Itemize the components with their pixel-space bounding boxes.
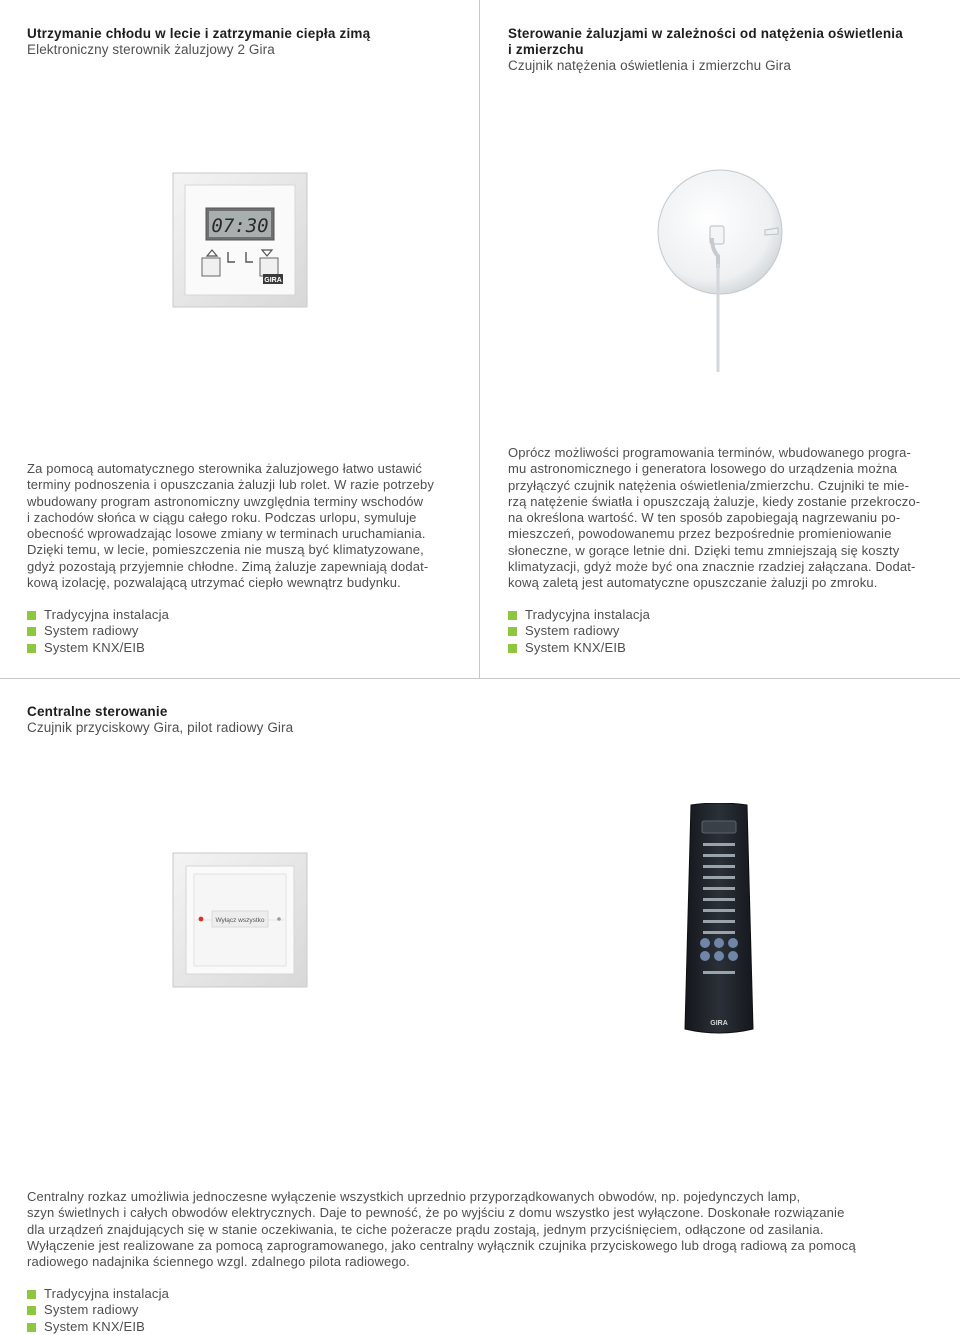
remote-rocker-key: [703, 843, 735, 846]
section3-body: [27, 1189, 947, 1270]
bullet-square-icon: [27, 1323, 36, 1332]
section1-body: [27, 461, 472, 591]
push-button-sensor-photo: [172, 852, 308, 988]
remote-round-key: [728, 938, 738, 948]
body-line: rzą natężenie światła i opuszczają żaluzje, kiedy zostanie przekroczo-: [508, 493, 921, 509]
remote-rocker-key: [703, 865, 735, 868]
body-line: obecność wprowadzając losowe zmiany w terminach uruchamiania.: [27, 526, 426, 542]
section-title: Utrzymanie chłodu w lecie i zatrzymanie ciepła zimą: [27, 26, 371, 41]
remote-rocker-key: [703, 898, 735, 901]
remote-round-key: [700, 938, 710, 948]
list-item: System KNX/EIB: [27, 640, 169, 656]
body-line: Oprócz możliwości programowania terminów, wbudowanego progra-: [508, 445, 911, 460]
section-subtitle: Czujnik natężenia oświetlenia i zmierzchu Gira: [508, 58, 791, 73]
section-light-sensor-header: [508, 26, 948, 74]
remote-rocker-key: [703, 887, 735, 890]
remote-rocker-key: [703, 909, 735, 912]
section-subtitle: Elektroniczny sterownik żaluzjowy 2 Gira: [27, 42, 275, 57]
vertical-divider: [479, 0, 480, 679]
bullet-square-icon: [508, 627, 517, 636]
blind-timer-photo: [172, 172, 308, 308]
body-line: szyn świetlnych i całych obwodów elektrycznych. Daje to pewność, że po wyjściu z domu wszystko jest wyłączone. Doskonałe rozwiązanie: [27, 1205, 845, 1221]
section3-bullets: [27, 1286, 169, 1335]
section-title: Centralne sterowanie: [27, 704, 168, 719]
list-item: System radiowy: [27, 623, 169, 639]
body-line: gdyż pozostają przyjemnie chłodne. Zimą żaluzje zapewniają dodat-: [27, 558, 429, 574]
bullet-square-icon: [27, 1306, 36, 1315]
section-central-control-header: [27, 704, 627, 736]
bullet-square-icon: [508, 644, 517, 653]
list-item: System radiowy: [508, 623, 650, 639]
list-item: Tradycyjna instalacja: [508, 607, 650, 623]
body-line: mieszczeń, powodowanemu przez bezpośrednie promieniowanie: [508, 526, 892, 542]
body-line: Centralny rozkaz umożliwia jednoczesne wyłączenie wszystkich uprzednio przyporządkowanych obwodów, np. pojedynczych lamp,: [27, 1189, 801, 1204]
body-line: Za pomocą automatycznego sterownika żaluzjowego łatwo ustawić: [27, 461, 423, 476]
bullet-square-icon: [27, 611, 36, 620]
remote-rocker-key: [703, 931, 735, 934]
section-blind-timer-header: [27, 26, 467, 58]
remote-rocker-key: [703, 876, 735, 879]
list-item: System KNX/EIB: [508, 640, 650, 656]
remote-rocker-key: [703, 854, 735, 857]
list-item: Tradycyjna instalacja: [27, 607, 169, 623]
timer-display-time: 07:30: [211, 215, 269, 237]
horizontal-divider: [0, 678, 960, 679]
gira-logo: GIRA: [264, 277, 282, 284]
body-line: kową zaletą jest automatyczne opuszczanie żaluzji po zmroku.: [508, 575, 878, 591]
radio-remote-photo: [683, 803, 755, 1035]
switch-label: Wyłącz wszystko: [215, 917, 265, 924]
body-line: słoneczne, w gorące letnie dni. Dzięki temu zmniejszają się koszty: [508, 542, 900, 558]
bullet-square-icon: [27, 644, 36, 653]
remote-round-key: [714, 951, 724, 961]
remote-round-key: [728, 951, 738, 961]
body-line: na określona wartość. W ten sposób zapobiegają nagrzewaniu po-: [508, 510, 901, 526]
list-item: System KNX/EIB: [27, 1319, 169, 1335]
bullet-square-icon: [508, 611, 517, 620]
body-line: dla urządzeń znajdujących się w stanie oczekiwania, te ciche pożeracze prądu zostają, jednym przyciśnięciem, odłączone od zasilania.: [27, 1221, 824, 1237]
body-line: kową izolację, pozwalającą utrzymać ciepło wewnątrz budynku.: [27, 575, 401, 591]
body-line: Dzięki temu, w lecie, pomieszczenia nie muszą być klimatyzowane,: [27, 542, 424, 558]
bullet-square-icon: [27, 1290, 36, 1299]
section-title: Sterowanie żaluzjami w zależności od natężenia oświetlenia i zmierzchu: [508, 26, 903, 57]
remote-rocker-key: [703, 920, 735, 923]
remote-rocker-key: [703, 971, 735, 974]
body-line: wbudowany program astronomiczny uwzględnia terminy wschodów: [27, 493, 424, 509]
body-line: radiowego nadajnika ściennego wzgl. zdalnego pilota radiowego.: [27, 1254, 410, 1270]
list-item: System radiowy: [27, 1302, 169, 1318]
bullet-square-icon: [27, 627, 36, 636]
section1-bullets: [27, 607, 169, 656]
section-subtitle: Czujnik przyciskowy Gira, pilot radiowy Gira: [27, 720, 294, 735]
section2-bullets: [508, 607, 650, 656]
body-line: i zachodów słońca w ciągu całego roku. Podczas urlopu, symuluje: [27, 509, 417, 525]
body-line: klimatyzacji, gdyż może być ona znacznie rzadziej załączana. Dodat-: [508, 559, 916, 575]
list-item: Tradycyjna instalacja: [27, 1286, 169, 1302]
remote-round-key: [700, 951, 710, 961]
body-line: przyłączyć czujnik natężenia oświetlenia/zmierzchu. Czujniki te mie-: [508, 477, 910, 493]
remote-round-key: [714, 938, 724, 948]
body-line: terminy podnoszenia i opuszczania żaluzji lub rolet. W razie potrzeby: [27, 477, 435, 493]
light-sensor-photo: [650, 168, 795, 374]
section2-body: [508, 445, 953, 592]
body-line: mu astronomicznego i generatora losowego do urządzenia można: [508, 461, 898, 477]
remote-gira-logo: GIRA: [710, 1020, 728, 1027]
body-line: Wyłączenie jest realizowane za pomocą zaprogramowanego, jako centralny wyłącznik czujnika przyciskowego lub drogą radiową za pomocą: [27, 1237, 856, 1253]
